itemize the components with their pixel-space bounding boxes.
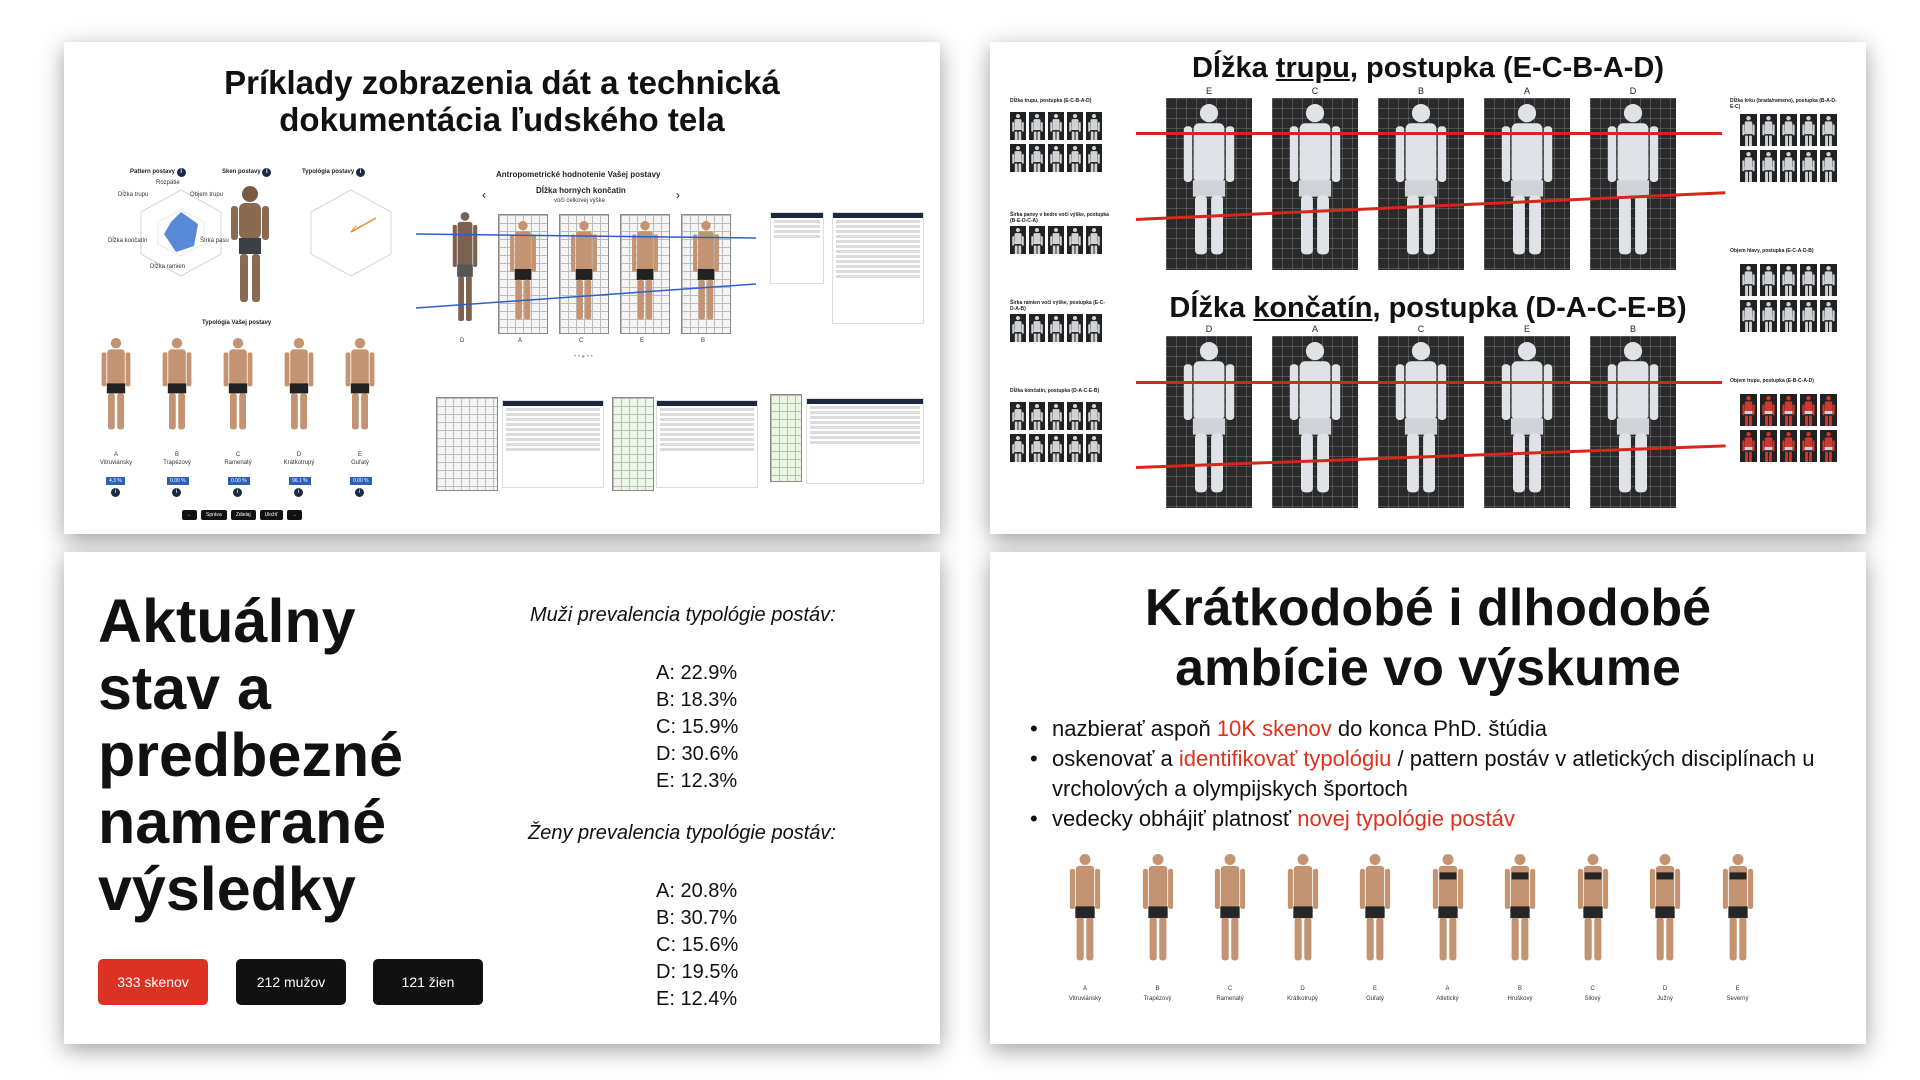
slide4-title <box>990 578 1866 698</box>
left-thumb-scan <box>1067 112 1083 140</box>
measurement-table-4 <box>806 398 924 484</box>
grid-scan-1 <box>436 397 498 491</box>
left-thumb-scan <box>1048 144 1064 172</box>
scan-letter: D <box>1629 86 1637 96</box>
typology-info[interactable] <box>172 480 181 498</box>
figure-name: Ramenatý <box>1216 996 1244 1002</box>
typology-letter: A <box>113 452 118 458</box>
figure-letter: C <box>1590 986 1595 992</box>
your-typology-label: Typológia Vašej postavy <box>202 320 272 326</box>
slide3-heading <box>98 588 403 923</box>
scan-panel-d <box>1590 98 1676 270</box>
share-button[interactable]: Zdielaj <box>231 510 256 520</box>
right-thumb-scan <box>1780 430 1797 462</box>
scan-letter: B <box>1629 324 1636 334</box>
limbs-label: Dĺžka horných končatín <box>536 186 626 195</box>
anthro-label: Antropometrické hodnotenie Vašej postavy <box>496 170 661 179</box>
b1-text-post: do konca PhD. štúdia <box>1331 716 1548 741</box>
info-icon[interactable]: i <box>262 168 271 177</box>
body-scan <box>1386 102 1456 271</box>
female-figure-b <box>1499 852 1541 975</box>
nav-button-row <box>182 503 306 521</box>
left-thumb-scan <box>1010 226 1026 254</box>
women-prevalence-list <box>656 878 738 1013</box>
slide2-title-top <box>990 52 1866 85</box>
typology-name: Trapézový <box>163 460 191 466</box>
report-button[interactable]: Správa <box>201 510 227 520</box>
right-thumb-scan <box>1800 430 1817 462</box>
b1-text: nazbierať aspoň <box>1052 716 1217 741</box>
figure-name: Severný <box>1726 996 1749 1002</box>
body-scan <box>1386 340 1456 509</box>
carousel-next-icon[interactable]: › <box>676 188 680 202</box>
right-thumb-scan <box>1740 394 1757 426</box>
scan-letter: C <box>1417 324 1425 334</box>
b2-highlight: identifikovať typológiu <box>1178 746 1392 771</box>
thumb-figures-panel <box>770 212 824 284</box>
figure-letter: E <box>1372 986 1377 992</box>
slide4-title-line2: ambície vo výskume <box>1175 639 1681 697</box>
red-line-3 <box>1136 381 1722 384</box>
right-thumb-scan <box>1740 114 1757 146</box>
scan-label <box>222 168 271 177</box>
body-scan <box>1174 102 1244 271</box>
male-figure-b <box>1137 852 1179 975</box>
title-bottom-post: , postupka (D-A-C-E-B) <box>1372 292 1687 324</box>
right-thumb-scan <box>1760 300 1777 332</box>
typology-figure-e[interactable] <box>340 336 380 441</box>
right-thumb-scan <box>1820 114 1837 146</box>
right-thumb-scan <box>1820 300 1837 332</box>
heading-line-4: namerané <box>98 788 387 856</box>
scan-panel-e <box>1166 98 1252 270</box>
women-prevalence-title: Ženy prevalencia typológie postáv: <box>528 822 836 844</box>
right-thumb-scan <box>1760 264 1777 296</box>
female-figure-c <box>1572 852 1614 975</box>
body-figure <box>218 336 258 441</box>
left-thumb-label: Šírka ramien voči výške, postupka (E-C-D-A-B) <box>1010 300 1106 312</box>
slide1-title-line1: Príklady zobrazenia dát a technická <box>224 64 780 101</box>
typology-letter: B <box>174 452 179 458</box>
figure-letter: A <box>1445 986 1450 992</box>
scan-letter: E <box>1205 86 1212 96</box>
red-line-1 <box>1136 132 1722 135</box>
left-thumb-scan <box>1048 314 1064 342</box>
left-thumb-scan <box>1029 112 1045 140</box>
ambition-bullet-3 <box>1026 804 1846 834</box>
figure-name: Guľatý <box>1366 996 1384 1002</box>
nav-prev-button[interactable]: ← <box>182 510 197 520</box>
b3-text: vedecky obhájiť platnosť <box>1052 806 1298 831</box>
radar-label-2: Šírka pasu <box>200 238 229 244</box>
left-thumb-scan <box>1086 226 1102 254</box>
right-thumb-scan <box>1800 394 1817 426</box>
scan-panel-a <box>1272 336 1358 508</box>
title-bottom-pre: Dĺžka <box>1169 292 1254 324</box>
right-thumb-scan <box>1780 300 1797 332</box>
men-a: A: 22.9% <box>656 662 738 684</box>
title-bottom-underlined: končatín <box>1253 292 1373 324</box>
right-thumb-label: Dĺžka krku (brada/rameno), postupka (B-A-D-E-C) <box>1730 98 1837 110</box>
typology-name: Vitruviánsky <box>99 460 133 466</box>
left-thumb-scan <box>1048 402 1064 430</box>
typology-score: 4.3 % <box>106 477 125 485</box>
typology-name: Krátkotrupý <box>283 460 315 466</box>
heading-line-3: predbezné <box>98 721 404 789</box>
b1-highlight: 10K skenov <box>1216 716 1332 741</box>
left-thumb-scan <box>1048 226 1064 254</box>
left-thumb-scan <box>1067 144 1083 172</box>
figure-letter: A <box>1082 986 1087 992</box>
left-thumb-scan <box>1086 434 1102 462</box>
men-c: C: 15.9% <box>656 716 739 738</box>
typology-label-text: Typológia postavy <box>302 169 355 175</box>
save-button[interactable]: Uložiť <box>260 510 283 520</box>
radar-label-4: Dĺžka končatín <box>108 238 148 244</box>
right-thumb-scan <box>1760 114 1777 146</box>
left-thumb-scan <box>1029 434 1045 462</box>
scan-panel-a <box>1484 98 1570 270</box>
right-thumb-scan <box>1740 300 1757 332</box>
figure-letter: B <box>1155 986 1160 992</box>
anthro-letter: B <box>701 338 706 344</box>
left-thumb-scan <box>1086 402 1102 430</box>
men-count-pill: 212 mužov <box>236 959 346 1005</box>
grid-scan-green <box>612 397 654 491</box>
typology-score: 0.00 % <box>228 477 250 485</box>
body-scan <box>1174 340 1244 509</box>
figure-letter: C <box>1227 986 1233 992</box>
right-thumb-scan <box>1760 150 1777 182</box>
female-figure-d <box>1644 852 1686 975</box>
ambition-bullet-1 <box>1026 714 1846 744</box>
right-thumb-scan <box>1740 150 1757 182</box>
figure-name: Krátkotrupý <box>1287 996 1318 1002</box>
right-thumb-scan <box>1780 264 1797 296</box>
pattern-label-text: Pattern postavy <box>130 169 176 175</box>
info-icon[interactable]: i <box>111 488 120 497</box>
anthro-letter: A <box>518 338 523 344</box>
left-thumb-scan <box>1010 434 1026 462</box>
info-icon[interactable]: i <box>177 168 186 177</box>
figure-name: Vitruviánsky <box>1068 996 1102 1002</box>
left-thumb-scan <box>1029 314 1045 342</box>
scan-letter: A <box>1523 86 1530 96</box>
male-figure-a <box>1064 852 1106 975</box>
pattern-label <box>130 168 186 177</box>
left-thumb-label: Šírka panvy v bedre voči výške, postupka (B-E-D-C-A) <box>1010 212 1109 224</box>
nav-next-button[interactable]: → <box>287 510 302 520</box>
left-thumb-scan <box>1010 402 1026 430</box>
scan-letter: B <box>1417 86 1424 96</box>
men-d: D: 30.6% <box>656 743 739 765</box>
men-prevalence-title: Muži prevalencia typológie postáv: <box>530 604 836 626</box>
title-top-underlined: trupu <box>1275 52 1350 84</box>
limbs-sub-label: voči celkovej výške <box>554 198 606 204</box>
measurement-table-2 <box>502 400 604 488</box>
slide1-title-line2: dokumentácia ľudského tela <box>279 101 725 138</box>
left-thumb-scan <box>1029 402 1045 430</box>
info-icon[interactable]: i <box>172 488 181 497</box>
typology-info[interactable] <box>233 480 242 498</box>
body-figure <box>96 336 136 441</box>
left-thumb-scan <box>1010 112 1026 140</box>
body-scan <box>1280 340 1350 509</box>
title-top-pre: Dĺžka <box>1191 52 1276 84</box>
typology-radar-chart <box>296 182 406 282</box>
slide1-title <box>64 64 940 138</box>
female-figure-e <box>1717 852 1759 975</box>
scan-panel-e <box>1484 336 1570 508</box>
scan-letter: D <box>1205 324 1213 334</box>
body-scan <box>1492 340 1562 509</box>
male-figure-c <box>1209 852 1251 975</box>
typology-letter: E <box>357 452 362 458</box>
figure-letter: E <box>1735 986 1740 992</box>
figure-name: Silový <box>1584 996 1601 1002</box>
right-thumb-scan <box>1780 150 1797 182</box>
left-thumb-label: Dĺžka končatín, postupka (D-A-C-E-B) <box>1010 388 1100 394</box>
body-scan <box>1598 102 1668 271</box>
grid-scan-green-2 <box>770 394 802 482</box>
slide-ordering-sequences <box>990 42 1866 534</box>
women-a: A: 20.8% <box>656 880 738 902</box>
figure-name: Južný <box>1657 996 1673 1002</box>
measurement-table-3 <box>656 400 758 488</box>
right-thumb-scan <box>1800 150 1817 182</box>
right-thumb-scan <box>1800 264 1817 296</box>
title-top-post: , postupka (E-C-B-A-D) <box>1349 52 1665 84</box>
scan-panel-b <box>1378 98 1464 270</box>
left-thumb-scan <box>1067 402 1083 430</box>
typology-figure-d[interactable] <box>279 336 319 441</box>
figure-name: Trapézový <box>1143 996 1172 1002</box>
typology-letter: D <box>296 452 302 458</box>
right-thumb-scan <box>1780 114 1797 146</box>
body-figure <box>279 336 319 441</box>
anthro-letter: C <box>579 338 584 344</box>
slide-current-results <box>64 552 940 1044</box>
scan-panel-b <box>1590 336 1676 508</box>
b2-text: oskenovať a <box>1052 746 1179 771</box>
slide4-title-line1: Krátkodobé i dlhodobé <box>1144 579 1712 637</box>
right-thumb-scan <box>1740 430 1757 462</box>
typology-name: Ramenatý <box>224 460 252 466</box>
female-figure-a <box>1427 852 1469 975</box>
info-icon[interactable]: i <box>355 488 364 497</box>
scan-letter: A <box>1311 324 1318 334</box>
typology-info[interactable] <box>355 480 364 498</box>
scan-letter: E <box>1523 324 1530 334</box>
men-b: B: 18.3% <box>656 689 738 711</box>
left-thumb-scan <box>1067 434 1083 462</box>
radar-label-3: Dĺžka ramien <box>150 264 186 270</box>
typology-figure-b[interactable] <box>157 336 197 441</box>
right-thumb-scan <box>1740 264 1757 296</box>
right-thumb-scan <box>1760 394 1777 426</box>
left-thumb-scan <box>1029 226 1045 254</box>
left-thumb-scan <box>1067 226 1083 254</box>
right-thumb-scan <box>1800 300 1817 332</box>
left-thumb-scan <box>1067 314 1083 342</box>
info-icon[interactable]: i <box>294 488 303 497</box>
measurement-table-1 <box>832 212 924 324</box>
left-thumb-scan <box>1029 144 1045 172</box>
slide-data-examples <box>64 42 940 534</box>
figure-name: Hruškový <box>1507 996 1533 1002</box>
body-scan <box>1280 102 1350 271</box>
heading-line-2: stav a <box>98 654 271 722</box>
scan-panel-c <box>1272 98 1358 270</box>
slide-research-ambitions <box>990 552 1866 1044</box>
left-thumb-scan <box>1048 434 1064 462</box>
typology-score: 96.1 % <box>289 477 311 485</box>
left-thumb-scan <box>1086 314 1102 342</box>
women-b: B: 30.7% <box>656 907 738 929</box>
heading-line-1: Aktuálny <box>98 587 356 655</box>
scan-figure <box>226 180 274 310</box>
men-prevalence-list <box>656 660 738 795</box>
carousel-dots: • • ● • • <box>574 354 593 360</box>
carousel-prev-icon[interactable]: ‹ <box>482 188 486 202</box>
body-figure <box>340 336 380 441</box>
women-d: D: 19.5% <box>656 961 739 983</box>
typology-letter: C <box>235 452 241 458</box>
male-figure-d <box>1282 852 1324 975</box>
women-c: C: 15.6% <box>656 934 739 956</box>
left-thumb-scan <box>1048 112 1064 140</box>
body-scan <box>1492 102 1562 271</box>
typology-figure-a[interactable] <box>96 336 136 441</box>
typology-figure-c[interactable] <box>218 336 258 441</box>
info-icon[interactable]: i <box>233 488 242 497</box>
figure-letter: D <box>1662 986 1668 992</box>
left-thumb-label: Dĺžka trupu, postupka (E-C-B-A-D) <box>1010 98 1092 104</box>
male-figure-e <box>1354 852 1396 975</box>
body-scan <box>1598 340 1668 509</box>
right-thumb-scan <box>1780 394 1797 426</box>
typology-name: Guľatý <box>351 460 369 466</box>
left-thumb-scan <box>1086 144 1102 172</box>
right-thumb-scan <box>1820 430 1837 462</box>
radar-label-5: Rozpätie <box>156 180 180 186</box>
anthro-guide-lines <box>416 222 756 332</box>
typology-info[interactable] <box>111 480 120 498</box>
scan-letter: C <box>1311 86 1319 96</box>
figure-letter: D <box>1300 986 1305 992</box>
right-thumb-label: Objem trupu, postupka (E-B-C-A-D) <box>1730 378 1814 384</box>
radar-label-1: Objem trupu <box>190 192 224 198</box>
men-e: E: 12.3% <box>656 770 738 792</box>
typology-info[interactable] <box>294 480 303 498</box>
figure-name: Atletický <box>1436 996 1459 1002</box>
right-thumb-scan <box>1820 394 1837 426</box>
scan-label-text: Sken postavy <box>222 169 261 175</box>
b3-highlight: novej typológie postáv <box>1297 806 1515 831</box>
right-thumb-scan <box>1820 264 1837 296</box>
left-thumb-scan <box>1010 314 1026 342</box>
anthro-letter: E <box>640 338 645 344</box>
scans-count-pill: 333 skenov <box>98 959 208 1005</box>
left-thumb-scan <box>1086 112 1102 140</box>
right-thumb-scan <box>1820 150 1837 182</box>
slide2-title-bottom <box>990 292 1866 325</box>
typology-score: 0.00 % <box>167 477 189 485</box>
right-thumb-scan <box>1800 114 1817 146</box>
radar-label-0: Dĺžka trupu <box>118 192 149 198</box>
typology-score: 0.00 % <box>350 477 372 485</box>
ambitions-list <box>1026 714 1846 834</box>
info-icon[interactable]: i <box>356 168 365 177</box>
scan-panel-d <box>1166 336 1252 508</box>
right-thumb-scan <box>1760 430 1777 462</box>
scan-panel-c <box>1378 336 1464 508</box>
right-thumb-label: Objem hlavy, postupka (E-C-A-D-B) <box>1730 248 1814 254</box>
heading-line-5: výsledky <box>98 855 356 923</box>
b2-text-post: / pattern postáv v atletických disciplínach u vrcholových a olympijskych športoch <box>1052 746 1815 801</box>
left-thumb-scan <box>1010 144 1026 172</box>
ambition-bullet-2 <box>1026 744 1846 804</box>
women-e: E: 12.4% <box>656 988 738 1010</box>
body-figure <box>157 336 197 441</box>
figure-letter: B <box>1517 986 1522 992</box>
women-count-pill: 121 žien <box>373 959 483 1005</box>
typology-label <box>302 168 365 177</box>
anthro-letter: D <box>460 338 465 344</box>
